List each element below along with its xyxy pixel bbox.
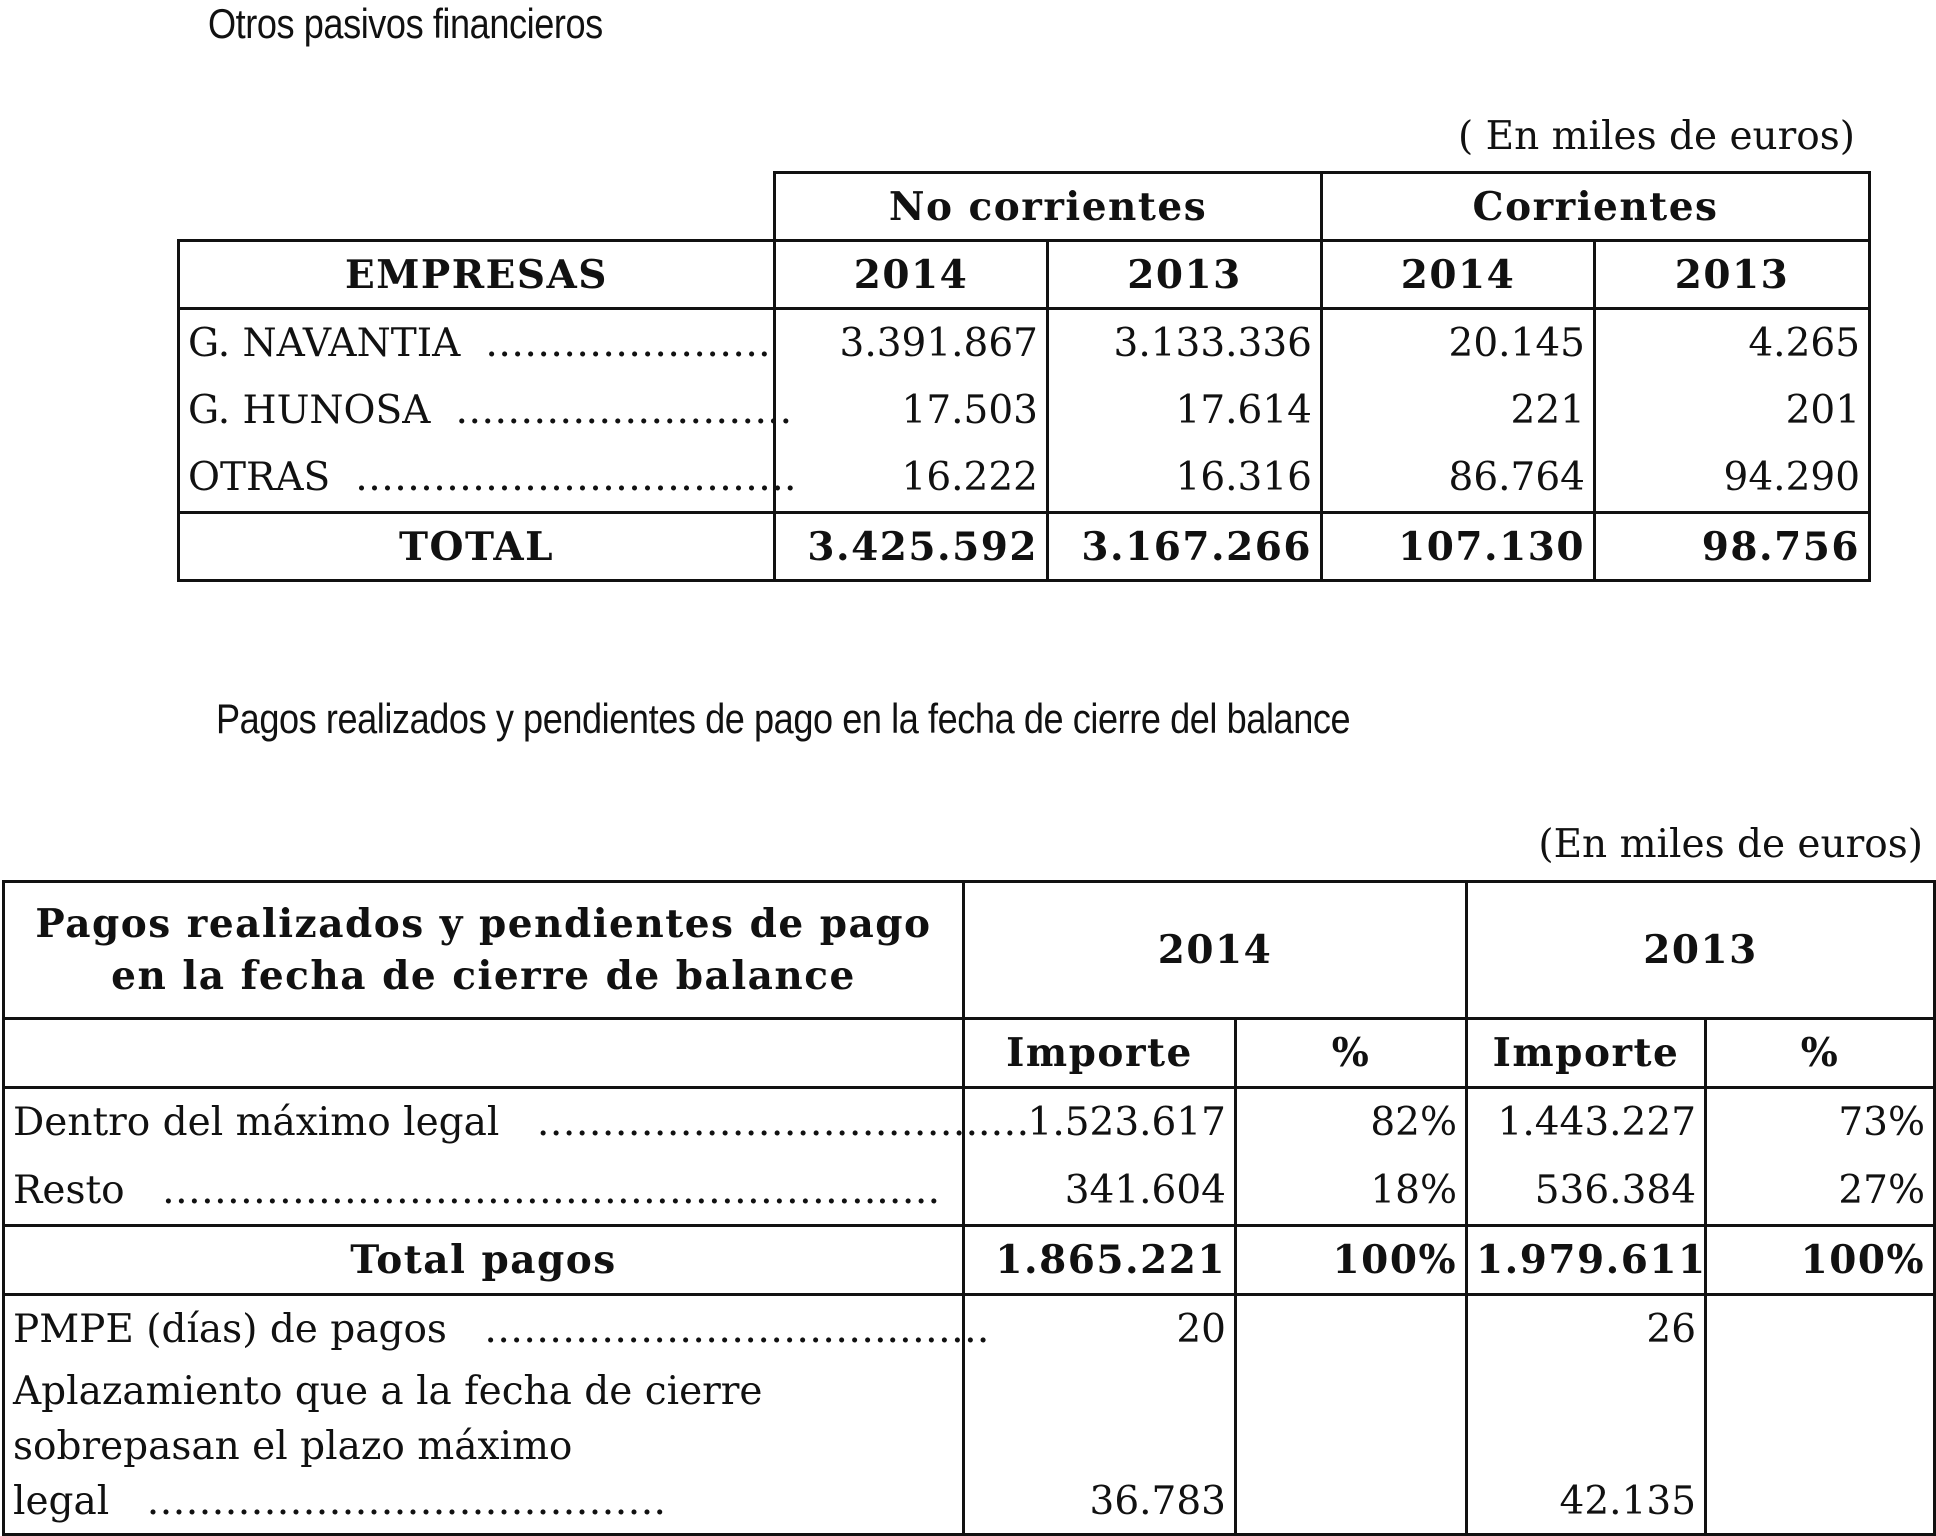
column-header-2013-nc: 2013 [1048, 241, 1322, 309]
cell-value: 20.145 [1322, 309, 1595, 377]
row-dots: …………………. [485, 320, 771, 366]
row-dots: …………………………………. [146, 1478, 666, 1524]
total-value: 107.130 [1322, 513, 1595, 581]
subheader-importe-2014: Importe [964, 1019, 1236, 1088]
total-value: 100% [1236, 1226, 1467, 1295]
cell-value: 16.222 [775, 445, 1048, 513]
section-title-otros-pasivos: Otros pasivos financieros [208, 0, 603, 47]
row-label-pmpe [4, 1295, 990, 1364]
cell-value [1236, 1364, 1467, 1535]
cell-value [1706, 1295, 1935, 1364]
cell-value: 341.604 [964, 1157, 1236, 1226]
cell-value: 1.443.227 [1467, 1088, 1706, 1157]
row-dots: ……………………………. [355, 455, 797, 501]
year-header-2013: 2013 [1467, 882, 1935, 1019]
total-label: Total pagos [4, 1226, 964, 1295]
cell-value: 3.133.336 [1048, 309, 1322, 377]
total-value: 3.425.592 [775, 513, 1048, 581]
row-label: Aplazamiento que a la fecha de cierre sobrepasan el plazo máximo legal [13, 1368, 763, 1524]
cell-value: 16.316 [1048, 445, 1322, 513]
otros-pasivos-table [177, 171, 1871, 582]
row-dots: ……………………………..… [536, 1100, 1030, 1146]
total-row [4, 1226, 1935, 1295]
cell-value: 42.135 [1467, 1364, 1706, 1535]
empty-corner [179, 173, 775, 241]
row-label-navantia [179, 309, 775, 377]
row-label-resto [4, 1157, 964, 1226]
table-row [179, 445, 1870, 513]
pagos-table [2, 880, 1936, 1536]
table-row [179, 377, 1870, 445]
cell-value: 86.764 [1322, 445, 1595, 513]
table-row [4, 1088, 1935, 1157]
header-pagos-label: Pagos realizados y pendientes de pago en la fecha de cierre de balance [4, 882, 964, 1019]
row-label-aplazamiento [4, 1364, 964, 1535]
table-row [4, 1364, 1935, 1535]
row-label-dentro [4, 1088, 1030, 1157]
group-header-no-corrientes: No corrientes [775, 173, 1322, 241]
cell-value [1236, 1295, 1467, 1364]
row-label: OTRAS [188, 455, 331, 501]
section-title-pagos: Pagos realizados y pendientes de pago en la fecha de cierre del balance [216, 695, 1351, 742]
cell-value: 36.783 [964, 1364, 1236, 1535]
table-row [4, 1295, 1935, 1364]
cell-value: 82% [1236, 1088, 1467, 1157]
column-header-2014-nc: 2014 [775, 241, 1048, 309]
empty-subheader [4, 1019, 964, 1088]
cell-value: 18% [1236, 1157, 1467, 1226]
row-dots: ………………………………………………..…. [161, 1167, 941, 1213]
cell-value: 17.614 [1048, 377, 1322, 445]
row-label: Dentro del máximo legal [13, 1100, 500, 1146]
cell-value: 94.290 [1595, 445, 1870, 513]
cell-value: 536.384 [1467, 1157, 1706, 1226]
total-label: TOTAL [179, 513, 775, 581]
total-value: 100% [1706, 1226, 1935, 1295]
subheader-importe-2013: Importe [1467, 1019, 1706, 1088]
cell-value: 1.523.617 [964, 1088, 1236, 1157]
total-value: 1.865.221 [964, 1226, 1236, 1295]
unit-note-1: ( En miles de euros) [1457, 114, 1855, 159]
table-row [179, 309, 1870, 377]
column-header-2013-c: 2013 [1595, 241, 1870, 309]
unit-note-2: (En miles de euros) [1538, 822, 1923, 867]
row-label: G. NAVANTIA [188, 320, 461, 366]
cell-value: 17.503 [775, 377, 1048, 445]
cell-value: 221 [1322, 377, 1595, 445]
total-row [179, 513, 1870, 581]
cell-value: 201 [1595, 377, 1870, 445]
cell-value: 27% [1706, 1157, 1935, 1226]
column-header-empresas: EMPRESAS [179, 241, 775, 309]
group-header-corrientes: Corrientes [1322, 173, 1870, 241]
year-header-2014: 2014 [964, 882, 1467, 1019]
column-header-2014-c: 2014 [1322, 241, 1595, 309]
row-label: PMPE (días) de pagos [13, 1307, 447, 1353]
total-value: 1.979.611 [1467, 1226, 1706, 1295]
cell-value: 26 [1467, 1295, 1706, 1364]
cell-value: 4.265 [1595, 309, 1870, 377]
row-label: G. HUNOSA [188, 388, 431, 433]
total-value: 98.756 [1595, 513, 1870, 581]
row-label-hunosa [179, 377, 793, 445]
table-row [4, 1157, 1935, 1226]
row-label: Resto [13, 1167, 125, 1213]
subheader-percent-2014: % [1236, 1019, 1467, 1088]
row-dots: …………………………..……. [484, 1307, 990, 1353]
row-label-otras [179, 445, 797, 513]
cell-value: 73% [1706, 1088, 1935, 1157]
total-value: 3.167.266 [1048, 513, 1322, 581]
cell-value: 3.391.867 [775, 309, 1048, 377]
cell-value [1706, 1364, 1935, 1535]
cell-value: 20 [964, 1295, 1236, 1364]
subheader-percent-2013: % [1706, 1019, 1935, 1088]
row-dots: …………………….. [455, 388, 793, 433]
